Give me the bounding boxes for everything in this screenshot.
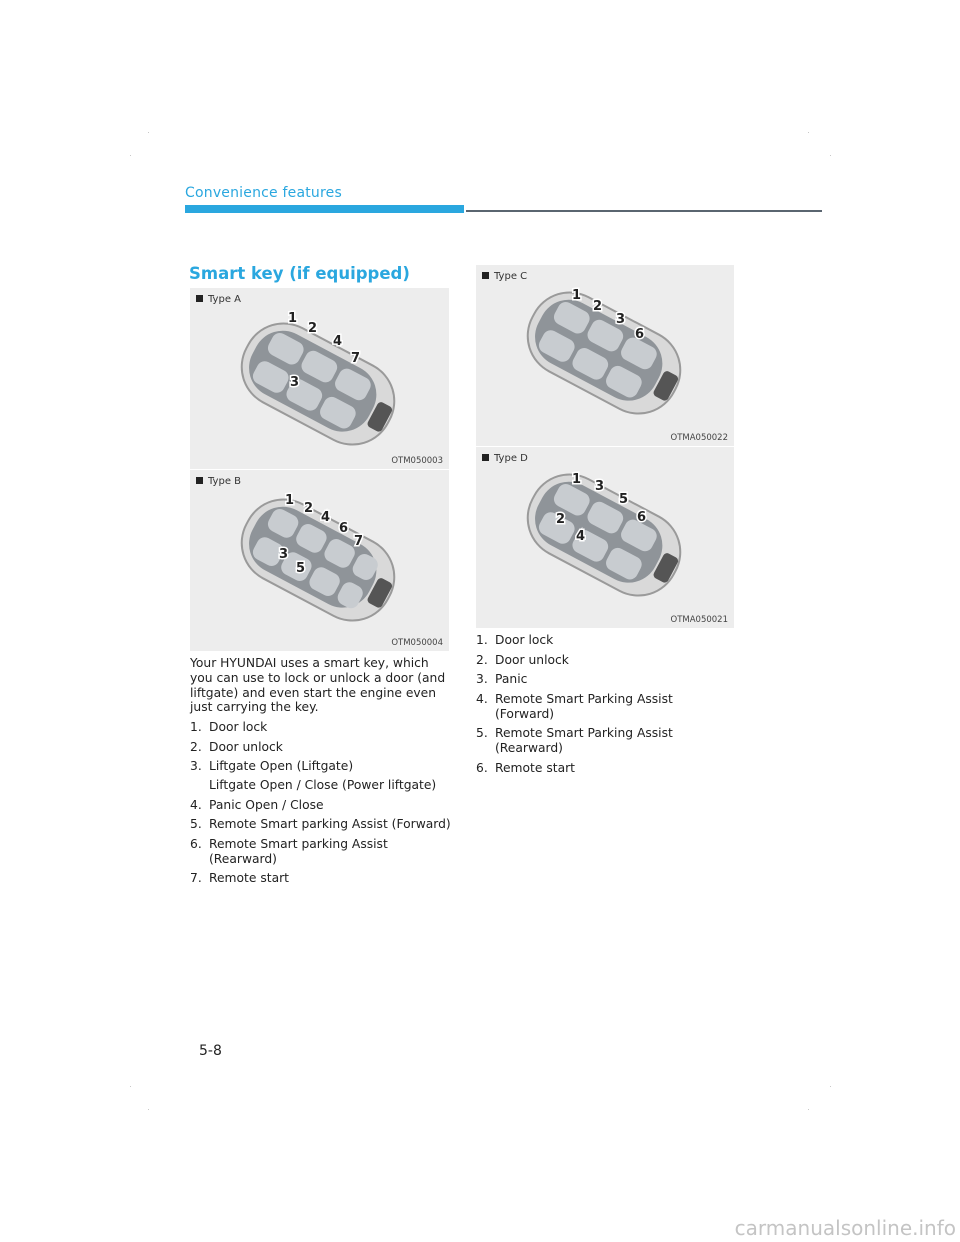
figure-type-b (190, 470, 449, 651)
list-item: 5. Remote Smart Parking Assist (Rearward) (476, 726, 673, 755)
list-item: 3. Liftgate Open (Liftgate) Liftgate Open / Close (Power liftgate) (190, 759, 437, 792)
list-item: 6. Remote start (476, 760, 575, 775)
button-list-left (190, 720, 452, 891)
crop-mark (148, 132, 149, 133)
list-item: 6. Remote Smart parking Assist (Rearward) (190, 836, 388, 866)
callout-label: 6 (635, 327, 645, 342)
callout-label: 2 (308, 321, 318, 336)
smart-key-illustration (476, 265, 734, 446)
figure-label: Type A (196, 294, 241, 305)
list-item: 7. Remote start (190, 871, 289, 885)
page-heading: Smart key (if equipped) (189, 264, 410, 283)
list-item: 4. Remote Smart Parking Assist (Forward) (476, 691, 673, 721)
callout-label: 5 (619, 492, 629, 507)
crop-mark (130, 1086, 131, 1087)
list-item: 1. Door lock (476, 633, 554, 647)
figure-code: OTMA050021 (670, 615, 728, 625)
figure-code: OTM050004 (391, 638, 443, 648)
list-item: 4. Panic Open / Close (190, 797, 324, 812)
list-item: 1. Door lock (190, 720, 268, 734)
list-item: 2. Door unlock (476, 652, 569, 667)
callout-label: 7 (354, 534, 364, 549)
figure-type-c (476, 265, 734, 446)
crop-mark (130, 155, 131, 156)
section-title: Convenience features (185, 185, 342, 201)
callout-label: 4 (576, 529, 586, 544)
callout-label: 2 (304, 501, 314, 516)
figure-type-a (190, 288, 449, 469)
callout-label: 7 (351, 351, 361, 366)
callout-label: 2 (556, 512, 566, 527)
smart-key-illustration (476, 447, 734, 628)
callout-label: 3 (290, 375, 300, 390)
crop-mark (808, 1109, 809, 1110)
figure-label: Type B (196, 476, 241, 487)
page-number: 5-8 (199, 1043, 222, 1059)
header-rule (466, 210, 822, 212)
smart-key-illustration (190, 470, 449, 651)
callout-label: 5 (296, 561, 306, 576)
figure-code: OTM050003 (391, 456, 443, 466)
figure-label: Type C (482, 271, 527, 282)
header-rule-accent (185, 205, 464, 213)
crop-mark (148, 1109, 149, 1110)
figure-type-d (476, 447, 734, 628)
callout-label: 3 (595, 479, 605, 494)
smart-key-illustration (190, 288, 449, 469)
figure-code: OTMA050022 (670, 433, 728, 443)
list-item: 2. Door unlock (190, 739, 283, 754)
callout-label: 6 (637, 510, 647, 525)
watermark: carmanualsonline.info (734, 1216, 956, 1240)
callout-label: 4 (321, 510, 331, 525)
callout-label: 2 (593, 299, 603, 314)
crop-mark (808, 132, 809, 133)
intro-paragraph: Your HYUNDAI uses a smart key, which you can use to lock or unlock a door (and liftgate) and even start the engine even just carrying the key. (190, 656, 446, 715)
callout-label: 1 (572, 472, 582, 487)
callout-label: 3 (279, 547, 289, 562)
button-list-right (476, 633, 706, 780)
crop-mark (830, 155, 831, 156)
callout-label: 1 (572, 288, 582, 303)
list-item: 3. Panic (476, 672, 528, 686)
figure-label: Type D (482, 453, 528, 464)
crop-mark (830, 1086, 831, 1087)
list-item: 5. Remote Smart parking Assist (Forward) (190, 817, 451, 831)
callout-label: 1 (285, 493, 295, 508)
callout-label: 6 (339, 521, 349, 536)
callout-label: 4 (333, 334, 343, 349)
callout-label: 3 (616, 312, 626, 327)
callout-label: 1 (288, 311, 298, 326)
